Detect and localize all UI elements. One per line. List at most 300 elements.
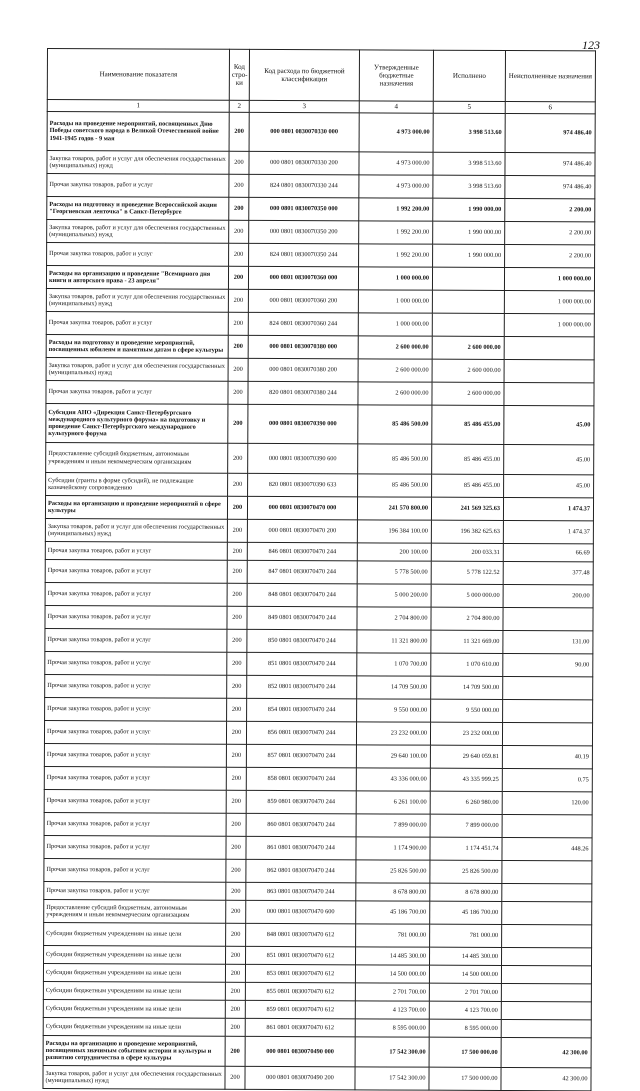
row-budget-code: 000 0801 0830070350 200 bbox=[249, 220, 359, 243]
row-name: Предоставление субсидий бюджетным, автономным учреждениям и иным некоммерческим организациям bbox=[44, 899, 226, 923]
row-name: Прочая закупка товаров, работ и услуг bbox=[45, 541, 227, 560]
row-unexecuted-amount: 120.00 bbox=[502, 791, 592, 814]
row-budget-code: 860 0801 0830070470 244 bbox=[246, 813, 356, 836]
table-row bbox=[45, 628, 593, 653]
row-approved-amount: 7 899 000.00 bbox=[356, 814, 430, 837]
table-row bbox=[44, 945, 592, 965]
row-line-code: 200 bbox=[228, 381, 248, 404]
row-line-code: 200 bbox=[229, 151, 249, 174]
row-name: Прочая закупка товаров, работ и услуг bbox=[45, 605, 227, 629]
row-unexecuted-amount bbox=[502, 901, 592, 924]
row-executed-amount: 2 600 000.00 bbox=[432, 336, 504, 359]
row-approved-amount: 2 600 000.00 bbox=[358, 359, 432, 382]
row-approved-amount: 8 678 800.00 bbox=[356, 883, 430, 901]
row-line-code: 200 bbox=[227, 496, 247, 519]
row-budget-code: 848 0801 0830070470 244 bbox=[247, 583, 357, 606]
row-budget-code: 000 0801 0830070360 000 bbox=[248, 266, 358, 289]
table-row bbox=[45, 559, 593, 584]
row-approved-amount: 8 595 000.00 bbox=[355, 1019, 429, 1037]
row-name: Закупка товаров, работ и услуг для обеспечения государственных (муниципальных) нужд bbox=[46, 288, 228, 312]
row-executed-amount: 6 260 980.00 bbox=[430, 791, 502, 814]
row-executed-amount: 17 500 000.00 bbox=[429, 1037, 501, 1067]
column-number: 2 bbox=[229, 100, 249, 112]
row-budget-code: 000 0801 0830070360 200 bbox=[248, 289, 358, 312]
row-approved-amount: 9 550 000.00 bbox=[357, 699, 431, 722]
row-line-code: 200 bbox=[225, 1036, 245, 1066]
row-executed-amount: 25 826 500.00 bbox=[430, 860, 502, 883]
row-name: Прочая закупка товаров, работ и услуг bbox=[46, 380, 228, 404]
row-budget-code: 000 0801 0830070380 000 bbox=[248, 335, 358, 358]
row-executed-amount: 4 123 700.00 bbox=[429, 1001, 501, 1019]
table-row bbox=[46, 442, 594, 474]
table-row bbox=[44, 835, 592, 860]
row-approved-amount: 85 486 500.00 bbox=[358, 405, 432, 444]
row-unexecuted-amount: 90.00 bbox=[503, 653, 593, 676]
row-approved-amount: 14 500 000.00 bbox=[355, 965, 429, 983]
row-executed-amount: 43 335 999.25 bbox=[430, 768, 502, 791]
row-approved-amount: 1 992 200.00 bbox=[359, 221, 433, 244]
row-unexecuted-amount bbox=[502, 947, 592, 965]
row-unexecuted-amount bbox=[502, 924, 592, 947]
table-row bbox=[44, 766, 592, 791]
table-row bbox=[45, 541, 593, 561]
row-line-code: 200 bbox=[226, 767, 246, 790]
row-line-code: 200 bbox=[229, 112, 249, 151]
row-line-code: 200 bbox=[226, 923, 246, 946]
row-budget-code: 824 0801 0830070330 244 bbox=[249, 174, 359, 197]
row-line-code: 200 bbox=[229, 243, 249, 266]
row-executed-amount: 17 500 000.00 bbox=[429, 1067, 501, 1090]
header-row bbox=[47, 49, 595, 102]
row-budget-code: 000 0801 0830070490 000 bbox=[245, 1036, 355, 1066]
table-row bbox=[46, 266, 594, 291]
row-budget-code: 851 0801 0830070470 244 bbox=[247, 652, 357, 675]
row-name: Расходы на подготовку и проведение Всероссийской акции "Георгиевская ленточка" в Санкт-Петербурге bbox=[47, 197, 229, 221]
row-approved-amount: 23 232 000.00 bbox=[356, 722, 430, 745]
row-line-code: 200 bbox=[227, 675, 247, 698]
row-budget-code: 863 0801 0830070470 244 bbox=[246, 882, 356, 900]
row-name: Закупка товаров, работ и услуг для обеспечения государственных (муниципальных) нужд bbox=[45, 518, 227, 542]
row-executed-amount: 8 595 000.00 bbox=[429, 1019, 501, 1037]
row-line-code: 200 bbox=[228, 289, 248, 312]
row-approved-amount: 2 704 800.00 bbox=[357, 607, 431, 630]
row-budget-code: 862 0801 0830070470 244 bbox=[246, 859, 356, 882]
row-unexecuted-amount: 1 000 000.00 bbox=[504, 290, 594, 313]
row-approved-amount: 25 826 500.00 bbox=[356, 860, 430, 883]
row-name: Прочая закупка товаров, работ и услуг bbox=[45, 559, 227, 583]
row-executed-amount: 200 033.31 bbox=[431, 543, 503, 561]
table-row bbox=[47, 220, 595, 245]
table-row bbox=[46, 311, 594, 336]
row-unexecuted-amount bbox=[501, 983, 591, 1001]
row-name: Расходы на подготовку и проведение мероприятий, посвященных юбилеям и памятным датам в сфере культуры bbox=[46, 334, 228, 358]
table-row bbox=[43, 963, 591, 983]
column-number: 3 bbox=[249, 100, 359, 112]
table-row bbox=[46, 380, 594, 405]
table-row bbox=[45, 495, 593, 520]
row-executed-amount: 9 550 000.00 bbox=[431, 699, 503, 722]
table-row bbox=[46, 472, 594, 497]
row-line-code: 200 bbox=[228, 358, 248, 381]
row-name: Предоставление субсидий бюджетным, автономным учреждениям и иным некоммерческим организациям bbox=[46, 442, 228, 473]
row-line-code: 200 bbox=[228, 335, 248, 358]
row-unexecuted-amount: 1 474.37 bbox=[503, 497, 593, 520]
header-approved: Утвержденные бюджетные назначения bbox=[359, 50, 433, 101]
row-name: Прочая закупка товаров, работ и услуг bbox=[45, 674, 227, 698]
row-budget-code: 000 0801 0830070390 000 bbox=[248, 404, 358, 443]
row-line-code: 200 bbox=[227, 652, 247, 675]
row-unexecuted-amount: 42 300.00 bbox=[501, 1037, 591, 1067]
row-executed-amount: 196 382 625.63 bbox=[431, 520, 503, 543]
row-executed-amount: 14 500 000.00 bbox=[429, 965, 501, 983]
row-approved-amount: 14 485 300.00 bbox=[356, 947, 430, 965]
row-approved-amount: 4 123 700.00 bbox=[355, 1001, 429, 1019]
table-row bbox=[43, 999, 591, 1019]
row-approved-amount: 5 000 200.00 bbox=[357, 584, 431, 607]
table-row bbox=[47, 197, 595, 222]
row-line-code: 200 bbox=[225, 1000, 245, 1018]
row-executed-amount: 3 998 513.60 bbox=[433, 175, 505, 198]
row-approved-amount: 29 640 100.00 bbox=[356, 745, 430, 768]
table-row bbox=[43, 981, 591, 1001]
row-approved-amount: 11 321 800.00 bbox=[357, 630, 431, 653]
row-budget-code: 848 0801 0830070470 612 bbox=[246, 923, 356, 946]
row-approved-amount: 45 186 700.00 bbox=[356, 901, 430, 924]
row-line-code: 200 bbox=[226, 721, 246, 744]
page-number: 123 bbox=[582, 38, 600, 52]
row-unexecuted-amount: 131.00 bbox=[503, 630, 593, 653]
row-unexecuted-amount bbox=[502, 883, 592, 901]
row-executed-amount bbox=[432, 290, 504, 313]
row-approved-amount: 85 486 500.00 bbox=[358, 444, 432, 474]
row-executed-amount: 3 998 513.60 bbox=[433, 113, 505, 152]
table-row bbox=[45, 697, 593, 722]
header-unexecuted: Неисполненные назначения bbox=[505, 51, 595, 102]
row-name: Прочая закупка товаров, работ и услуг bbox=[45, 628, 227, 652]
row-name: Субсидии бюджетным учреждениям на иные цели bbox=[43, 963, 225, 982]
row-unexecuted-amount: 974 486.40 bbox=[505, 175, 595, 198]
row-line-code: 200 bbox=[227, 519, 247, 542]
row-budget-code: 824 0801 0830070350 244 bbox=[249, 243, 359, 266]
row-name: Закупка товаров, работ и услуг для обеспечения государственных (муниципальных) нужд bbox=[46, 357, 228, 381]
row-executed-amount: 1 990 000.00 bbox=[433, 221, 505, 244]
row-line-code: 200 bbox=[229, 220, 249, 243]
row-budget-code: 849 0801 0830070470 244 bbox=[247, 606, 357, 629]
table-row bbox=[47, 243, 595, 268]
table-row bbox=[47, 112, 595, 153]
row-line-code: 200 bbox=[225, 982, 245, 1000]
row-approved-amount: 1 070 700.00 bbox=[357, 653, 431, 676]
table-row bbox=[45, 651, 593, 676]
row-name: Прочая закупка товаров, работ и услуг bbox=[47, 243, 229, 267]
row-executed-amount: 8 678 800.00 bbox=[430, 883, 502, 901]
row-name: Субсидии (гранты в форме субсидий), не подлежащие казначейскому сопровождению bbox=[46, 472, 228, 496]
row-unexecuted-amount: 40.19 bbox=[502, 745, 592, 768]
row-unexecuted-amount: 2 200.00 bbox=[505, 244, 595, 267]
row-executed-amount: 2 704 800.00 bbox=[431, 607, 503, 630]
row-unexecuted-amount bbox=[501, 1019, 591, 1037]
row-approved-amount: 1 174 900.00 bbox=[356, 837, 430, 860]
row-executed-amount: 2 600 000.00 bbox=[432, 359, 504, 382]
row-executed-amount: 7 899 000.00 bbox=[430, 814, 502, 837]
row-budget-code: 855 0801 0830070470 612 bbox=[245, 982, 355, 1000]
row-name: Закупка товаров, работ и услуг для обеспечения государственных (муниципальных) нужд bbox=[43, 1065, 225, 1089]
table-row bbox=[44, 789, 592, 814]
row-approved-amount: 85 486 500.00 bbox=[358, 474, 432, 497]
row-name: Прочая закупка товаров, работ и услуг bbox=[44, 812, 226, 836]
column-number: 4 bbox=[359, 101, 433, 113]
row-approved-amount: 196 384 100.00 bbox=[357, 520, 431, 543]
row-name: Прочая закупка товаров, работ и услуг bbox=[45, 697, 227, 721]
row-budget-code: 854 0801 0830070470 244 bbox=[247, 698, 357, 721]
table-row bbox=[46, 357, 594, 382]
row-executed-amount: 241 569 325.63 bbox=[431, 497, 503, 520]
row-unexecuted-amount: 448.26 bbox=[502, 837, 592, 860]
row-unexecuted-amount: 1 000 000.00 bbox=[504, 313, 594, 336]
row-approved-amount: 2 701 700.00 bbox=[355, 983, 429, 1001]
row-executed-amount bbox=[432, 267, 504, 290]
row-unexecuted-amount bbox=[503, 699, 593, 722]
header-budget-code: Код расхода по бюджетной классификации bbox=[249, 49, 359, 100]
row-budget-code: 859 0801 0830070470 244 bbox=[246, 790, 356, 813]
row-executed-amount: 29 640 059.81 bbox=[430, 745, 502, 768]
row-approved-amount: 1 000 000.00 bbox=[358, 267, 432, 290]
row-budget-code: 853 0801 0830070470 612 bbox=[245, 964, 355, 982]
row-name: Прочая закупка товаров, работ и услуг bbox=[46, 311, 228, 335]
row-executed-amount: 85 486 455.00 bbox=[432, 444, 504, 474]
row-line-code: 200 bbox=[227, 542, 247, 560]
row-unexecuted-amount: 0.75 bbox=[502, 768, 592, 791]
row-unexecuted-amount: 42 300.00 bbox=[501, 1067, 591, 1090]
row-unexecuted-amount bbox=[504, 359, 594, 382]
row-budget-code: 000 0801 0830070380 200 bbox=[248, 358, 358, 381]
row-budget-code: 861 0801 0830070470 244 bbox=[246, 836, 356, 859]
budget-execution-table bbox=[42, 48, 596, 1091]
column-number: 5 bbox=[433, 101, 505, 113]
row-line-code: 200 bbox=[227, 698, 247, 721]
row-line-code: 200 bbox=[226, 859, 246, 882]
table-row bbox=[43, 1065, 591, 1090]
row-unexecuted-amount: 974 486.40 bbox=[505, 113, 595, 152]
row-budget-code: 000 0801 0830070390 600 bbox=[248, 443, 358, 473]
row-line-code: 200 bbox=[225, 1018, 245, 1036]
row-line-code: 200 bbox=[227, 606, 247, 629]
table-row bbox=[44, 922, 592, 947]
row-budget-code: 851 0801 0830070470 612 bbox=[246, 946, 356, 964]
column-number: 6 bbox=[505, 102, 595, 114]
row-budget-code: 820 0801 0830070380 244 bbox=[248, 381, 358, 404]
row-approved-amount: 6 261 100.00 bbox=[356, 791, 430, 814]
row-name: Прочая закупка товаров, работ и услуг bbox=[44, 720, 226, 744]
row-executed-amount: 14 709 500.00 bbox=[431, 676, 503, 699]
row-name: Расходы на организацию и проведение "Всемирного дня книги и авторского права - 23 апреля" bbox=[46, 266, 228, 290]
row-budget-code: 000 0801 0830070470 200 bbox=[247, 519, 357, 542]
row-budget-code: 847 0801 0830070470 244 bbox=[247, 560, 357, 583]
row-approved-amount: 17 542 300.00 bbox=[355, 1037, 429, 1067]
row-name: Расходы на организацию и проведение мероприятий, посвященных значимым событиям истории и культуры и развитию сотрудничества в сфере культуры bbox=[43, 1035, 225, 1066]
table-body bbox=[43, 100, 595, 1091]
row-executed-amount: 1 174 451.74 bbox=[430, 837, 502, 860]
row-executed-amount: 14 485 300.00 bbox=[430, 947, 502, 965]
row-approved-amount: 781 000.00 bbox=[356, 924, 430, 947]
row-budget-code: 846 0801 0830070470 244 bbox=[247, 542, 357, 560]
row-unexecuted-amount: 45.00 bbox=[504, 405, 594, 444]
table-row bbox=[44, 881, 592, 901]
row-budget-code: 820 0801 0830070390 633 bbox=[248, 473, 358, 496]
row-executed-amount: 1 070 610.00 bbox=[431, 653, 503, 676]
table-row bbox=[44, 812, 592, 837]
row-name: Закупка товаров, работ и услуг для обеспечения государственных (муниципальных) нужд bbox=[47, 220, 229, 244]
table-row bbox=[45, 674, 593, 699]
row-name: Прочая закупка товаров, работ и услуг bbox=[44, 766, 226, 790]
row-name: Расходы на проведение мероприятий, посвященных Дню Победы советского народа в Великой Отечественной войне 1941-1945 годов - 9 мая bbox=[47, 112, 229, 152]
row-executed-amount: 45 186 700.00 bbox=[430, 901, 502, 924]
row-budget-code: 000 0801 0830070490 200 bbox=[245, 1066, 355, 1089]
row-line-code: 200 bbox=[225, 964, 245, 982]
row-line-code: 200 bbox=[226, 744, 246, 767]
row-budget-code: 852 0801 0830070470 244 bbox=[247, 675, 357, 698]
row-budget-code: 000 0801 0830070330 000 bbox=[249, 112, 359, 151]
row-budget-code: 000 0801 0830070470 000 bbox=[247, 496, 357, 519]
row-budget-code: 000 0801 0830070330 200 bbox=[249, 151, 359, 174]
row-approved-amount: 1 000 000.00 bbox=[358, 290, 432, 313]
row-approved-amount: 43 336 000.00 bbox=[356, 768, 430, 791]
row-approved-amount: 241 570 800.00 bbox=[357, 497, 431, 520]
row-approved-amount: 5 778 500.00 bbox=[357, 561, 431, 584]
row-approved-amount: 200 100.00 bbox=[357, 543, 431, 561]
row-line-code: 200 bbox=[227, 560, 247, 583]
row-executed-amount: 5 000 000.00 bbox=[431, 584, 503, 607]
row-line-code: 200 bbox=[229, 197, 249, 220]
row-name: Субсидия АНО «Дирекция Санкт-Петербургского международного культурного форума» на подготовку и проведение Санкт-Петербургского международного культурного форума bbox=[46, 403, 228, 443]
row-unexecuted-amount: 2 200.00 bbox=[505, 198, 595, 221]
row-executed-amount: 85 486 455.00 bbox=[432, 474, 504, 497]
row-unexecuted-amount: 200.00 bbox=[503, 584, 593, 607]
row-budget-code: 850 0801 0830070470 244 bbox=[247, 629, 357, 652]
row-line-code: 200 bbox=[226, 882, 246, 900]
row-line-code: 200 bbox=[228, 443, 248, 473]
row-budget-code: 859 0801 0830070470 612 bbox=[245, 1000, 355, 1018]
row-unexecuted-amount bbox=[502, 860, 592, 883]
column-number: 1 bbox=[47, 100, 229, 113]
row-executed-amount: 85 486 455.00 bbox=[432, 405, 504, 444]
row-budget-code: 000 0801 0830070470 600 bbox=[246, 900, 356, 923]
row-executed-amount bbox=[432, 313, 504, 336]
row-unexecuted-amount bbox=[503, 607, 593, 630]
row-approved-amount: 17 542 300.00 bbox=[355, 1067, 429, 1090]
row-line-code: 200 bbox=[226, 813, 246, 836]
row-unexecuted-amount: 45.00 bbox=[504, 474, 594, 497]
row-name: Прочая закупка товаров, работ и услуг bbox=[44, 858, 226, 882]
table-row bbox=[45, 605, 593, 630]
row-line-code: 200 bbox=[226, 790, 246, 813]
row-budget-code: 000 0801 0830070350 000 bbox=[249, 197, 359, 220]
row-name: Прочая закупка товаров, работ и услуг bbox=[44, 789, 226, 813]
row-approved-amount: 1 000 000.00 bbox=[358, 313, 432, 336]
row-unexecuted-amount bbox=[503, 676, 593, 699]
row-name: Субсидии бюджетным учреждениям на иные цели bbox=[44, 945, 226, 964]
row-executed-amount: 2 600 000.00 bbox=[432, 382, 504, 405]
row-unexecuted-amount: 377.48 bbox=[503, 561, 593, 584]
table-row bbox=[46, 288, 594, 313]
row-line-code: 200 bbox=[226, 946, 246, 964]
row-approved-amount: 1 992 200.00 bbox=[359, 244, 433, 267]
table-row bbox=[45, 518, 593, 543]
row-approved-amount: 2 600 000.00 bbox=[358, 336, 432, 359]
row-name: Закупка товаров, работ и услуг для обеспечения государственных (муниципальных) нужд bbox=[47, 151, 229, 175]
row-line-code: 200 bbox=[229, 174, 249, 197]
row-unexecuted-amount bbox=[502, 814, 592, 837]
row-name: Прочая закупка товаров, работ и услуг bbox=[44, 835, 226, 859]
table-row bbox=[43, 1035, 591, 1067]
table-row bbox=[46, 334, 594, 359]
row-executed-amount: 2 701 700.00 bbox=[429, 983, 501, 1001]
row-budget-code: 861 0801 0830070470 612 bbox=[245, 1018, 355, 1036]
table-row bbox=[43, 1017, 591, 1037]
row-budget-code: 824 0801 0830070360 244 bbox=[248, 312, 358, 335]
row-line-code: 200 bbox=[227, 629, 247, 652]
row-name: Прочая закупка товаров, работ и услуг bbox=[47, 174, 229, 198]
row-name: Субсидии бюджетным учреждениям на иные цели bbox=[43, 981, 225, 1000]
header-name: Наименование показателя bbox=[47, 49, 229, 101]
row-name: Прочая закупка товаров, работ и услуг bbox=[45, 582, 227, 606]
row-unexecuted-amount: 974 486.40 bbox=[505, 152, 595, 175]
row-approved-amount: 4 973 000.00 bbox=[359, 152, 433, 175]
row-approved-amount: 1 992 200.00 bbox=[359, 198, 433, 221]
row-line-code: 200 bbox=[228, 266, 248, 289]
row-unexecuted-amount bbox=[501, 965, 591, 983]
row-name: Прочая закупка товаров, работ и услуг bbox=[44, 743, 226, 767]
row-unexecuted-amount: 2 200.00 bbox=[505, 221, 595, 244]
header-line-code: Код стро-ки bbox=[229, 49, 249, 100]
header-executed: Исполнено bbox=[433, 50, 505, 101]
row-executed-amount: 781 000.00 bbox=[430, 924, 502, 947]
table-row bbox=[47, 151, 595, 176]
row-approved-amount: 2 600 000.00 bbox=[358, 382, 432, 405]
row-name: Расходы на организацию и проведение мероприятий в сфере культуры bbox=[45, 495, 227, 519]
row-unexecuted-amount bbox=[502, 722, 592, 745]
row-budget-code: 856 0801 0830070470 244 bbox=[246, 721, 356, 744]
table-row bbox=[46, 403, 594, 444]
table-row bbox=[47, 174, 595, 199]
row-line-code: 200 bbox=[227, 583, 247, 606]
table-row bbox=[44, 720, 592, 745]
row-name: Субсидии бюджетным учреждениям на иные цели bbox=[44, 922, 226, 946]
row-line-code: 200 bbox=[226, 900, 246, 923]
row-unexecuted-amount bbox=[504, 336, 594, 359]
row-unexecuted-amount: 1 000 000.00 bbox=[504, 267, 594, 290]
table-row bbox=[45, 582, 593, 607]
table-row bbox=[44, 743, 592, 768]
row-line-code: 200 bbox=[228, 404, 248, 443]
table-row bbox=[44, 858, 592, 883]
row-executed-amount: 11 321 669.00 bbox=[431, 630, 503, 653]
row-executed-amount: 1 990 000.00 bbox=[433, 244, 505, 267]
row-executed-amount: 23 232 000.00 bbox=[430, 722, 502, 745]
row-unexecuted-amount bbox=[501, 1001, 591, 1019]
row-approved-amount: 14 709 500.00 bbox=[357, 676, 431, 699]
row-name: Субсидии бюджетным учреждениям на иные цели bbox=[43, 1017, 225, 1036]
row-unexecuted-amount bbox=[504, 382, 594, 405]
row-unexecuted-amount: 45.00 bbox=[504, 444, 594, 474]
row-line-code: 200 bbox=[228, 473, 248, 496]
row-approved-amount: 4 973 000.00 bbox=[359, 175, 433, 198]
row-unexecuted-amount: 1 474.37 bbox=[503, 520, 593, 543]
row-executed-amount: 5 778 122.52 bbox=[431, 561, 503, 584]
row-name: Субсидии бюджетным учреждениям на иные цели bbox=[43, 999, 225, 1018]
row-line-code: 200 bbox=[225, 1066, 245, 1089]
row-executed-amount: 3 998 513.60 bbox=[433, 152, 505, 175]
